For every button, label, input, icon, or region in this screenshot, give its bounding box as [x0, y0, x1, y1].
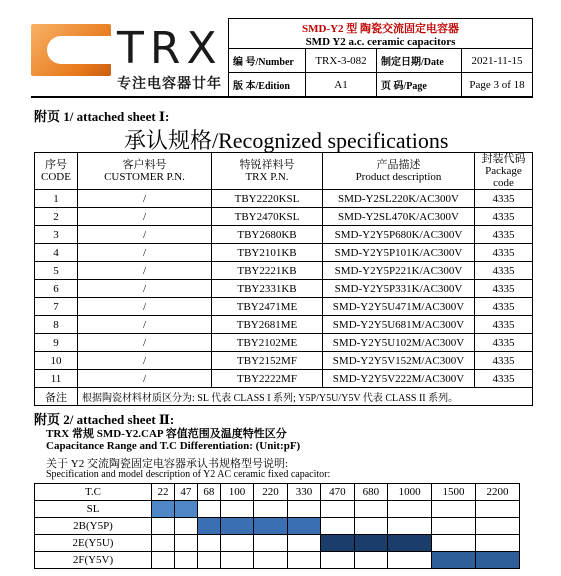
cap-range-empty [197, 552, 220, 569]
sheet2-subtitle-cn: TRX 常规 SMD-Y2.CAP 容值范围及温度特性区分 [46, 428, 287, 440]
cell-description: SMD-Y2Y5P101K/AC300V [323, 244, 475, 262]
number-label: 编 号/Number [229, 49, 306, 73]
edition-value: A1 [306, 73, 377, 97]
table-row [35, 262, 533, 280]
cap-range-empty [354, 518, 387, 535]
cell-customer-pn: / [78, 262, 212, 280]
cap-range-empty [388, 552, 432, 569]
cell-description: SMD-Y2SL470K/AC300V [323, 208, 475, 226]
cell-code: 1 [35, 190, 78, 208]
cap-range-empty [432, 518, 476, 535]
cap-range-empty [152, 552, 175, 569]
date-value: 2021-11-15 [462, 49, 533, 73]
cell-description: SMD-Y2Y5P680K/AC300V [323, 226, 475, 244]
cap-range-empty [354, 501, 387, 518]
cap-range-empty [432, 535, 476, 552]
header-divider [31, 96, 533, 98]
cell-customer-pn: / [78, 298, 212, 316]
col-header-customer-pn: 客户料号 CUSTOMER P.N. [78, 153, 212, 190]
cell-trx-pn: TBY2471ME [212, 298, 323, 316]
cell-description: SMD-Y2Y5V222M/AC300V [323, 370, 475, 388]
cell-description: SMD-Y2Y5P221K/AC300V [323, 262, 475, 280]
cap-row [35, 535, 520, 552]
cap-range-empty [254, 552, 287, 569]
cell-code: 9 [35, 334, 78, 352]
cap-row [35, 501, 520, 518]
cell-trx-pn: TBY2101KB [212, 244, 323, 262]
cell-package: 4335 [475, 226, 533, 244]
cell-code: 10 [35, 352, 78, 370]
cap-value-header: 100 [220, 484, 253, 501]
tc-name: 2E(Y5U) [35, 535, 152, 552]
cell-code: 6 [35, 280, 78, 298]
cell-customer-pn: / [78, 244, 212, 262]
cell-code: 3 [35, 226, 78, 244]
tc-name: 2F(Y5V) [35, 552, 152, 569]
cap-range-empty [220, 552, 253, 569]
cell-code: 2 [35, 208, 78, 226]
col-header-description: 产品描述 Product description [323, 153, 475, 190]
cap-range-empty [254, 501, 287, 518]
header-title-cn: SMD-Y2 型 陶瓷交流固定电容器 [301, 22, 460, 35]
tc-label: T.C [35, 484, 152, 501]
cell-package: 4335 [475, 334, 533, 352]
cell-package: 4335 [475, 208, 533, 226]
col-header-trx-pn: 特锐祥料号 TRX P.N. [212, 153, 323, 190]
document-header-table [228, 18, 533, 97]
cap-value-header: 220 [254, 484, 287, 501]
number-value: TRX-3-082 [306, 49, 377, 73]
cap-row [35, 518, 520, 535]
cap-range-empty [476, 535, 520, 552]
cap-range-fill [432, 552, 476, 569]
cap-value-header: 330 [287, 484, 320, 501]
table-row [35, 334, 533, 352]
cell-code: 8 [35, 316, 78, 334]
cap-range-empty [388, 518, 432, 535]
cell-description: SMD-Y2Y5U102M/AC300V [323, 334, 475, 352]
cell-trx-pn: TBY2470KSL [212, 208, 323, 226]
cell-package: 4335 [475, 370, 533, 388]
cap-range-fill [220, 518, 253, 535]
cell-trx-pn: TBY2222MF [212, 370, 323, 388]
cap-range-empty [321, 518, 354, 535]
cell-package: 4335 [475, 280, 533, 298]
cap-value-header: 470 [321, 484, 354, 501]
cap-range-empty [476, 518, 520, 535]
cap-range-empty [476, 501, 520, 518]
cap-header-row [35, 484, 520, 501]
cell-trx-pn: TBY2680KB [212, 226, 323, 244]
cap-range-empty [254, 535, 287, 552]
cell-trx-pn: TBY2102ME [212, 334, 323, 352]
cap-range-empty [174, 535, 197, 552]
cell-customer-pn: / [78, 352, 212, 370]
cap-range-fill [254, 518, 287, 535]
table-row [35, 226, 533, 244]
tc-name: 2B(Y5P) [35, 518, 152, 535]
cell-package: 4335 [475, 244, 533, 262]
cell-description: SMD-Y2Y5U471M/AC300V [323, 298, 475, 316]
cell-customer-pn: / [78, 334, 212, 352]
cell-package: 4335 [475, 190, 533, 208]
col-header-package: 封装代码 Package code [475, 153, 533, 190]
table-row [35, 298, 533, 316]
capacitance-table [34, 483, 520, 569]
cap-range-empty [287, 535, 320, 552]
cap-value-header: 47 [174, 484, 197, 501]
cap-value-header: 22 [152, 484, 175, 501]
cell-package: 4335 [475, 352, 533, 370]
cap-range-fill [321, 535, 354, 552]
cell-trx-pn: TBY2220KSL [212, 190, 323, 208]
edition-label: 版 本/Edition [229, 73, 306, 97]
table-row [35, 316, 533, 334]
cell-description: SMD-Y2Y5V152M/AC300V [323, 352, 475, 370]
cell-customer-pn: / [78, 370, 212, 388]
table-row [35, 280, 533, 298]
note-label: 备注 [35, 388, 78, 406]
logo-mark-icon [31, 24, 111, 76]
company-logo [31, 22, 228, 96]
logo-slogan: 专注电容器廿年 [117, 76, 222, 92]
cap-range-fill [388, 535, 432, 552]
cell-description: SMD-Y2Y5U681M/AC300V [323, 316, 475, 334]
cap-range-empty [354, 552, 387, 569]
cell-trx-pn: TBY2221KB [212, 262, 323, 280]
cap-range-empty [388, 501, 432, 518]
table-row [35, 352, 533, 370]
header-title-cell [229, 19, 533, 49]
table-row [35, 370, 533, 388]
cap-value-header: 1000 [388, 484, 432, 501]
cap-range-empty [321, 552, 354, 569]
cap-value-header: 1500 [432, 484, 476, 501]
cell-description: SMD-Y2Y5P331K/AC300V [323, 280, 475, 298]
cell-description: SMD-Y2SL220K/AC300V [323, 190, 475, 208]
cap-value-header: 2200 [476, 484, 520, 501]
cap-range-empty [152, 535, 175, 552]
cell-trx-pn: TBY2331KB [212, 280, 323, 298]
sheet2-heading: 附页 2/ attached sheet Ⅱ: [34, 412, 175, 427]
cap-value-header: 68 [197, 484, 220, 501]
cap-range-empty [321, 501, 354, 518]
table-row [35, 208, 533, 226]
table-row [35, 244, 533, 262]
cell-package: 4335 [475, 298, 533, 316]
logo-brand: TRX [117, 23, 223, 74]
cap-range-empty [432, 501, 476, 518]
cap-range-fill [354, 535, 387, 552]
sheet1-heading: 附页 1/ attached sheet Ⅰ: [34, 109, 170, 124]
cap-range-fill [152, 501, 175, 518]
cap-range-empty [174, 552, 197, 569]
page-label: 页 码/Page [377, 73, 462, 97]
cap-range-fill [197, 518, 220, 535]
col-header-code: 序号 CODE [35, 153, 78, 190]
cell-code: 11 [35, 370, 78, 388]
cell-customer-pn: / [78, 316, 212, 334]
cap-range-fill [174, 501, 197, 518]
cell-customer-pn: / [78, 280, 212, 298]
cap-range-empty [220, 501, 253, 518]
cell-package: 4335 [475, 262, 533, 280]
sheet2-desc-cn: 关于 Y2 交流陶瓷固定电容器承认书规格型号说明: [46, 458, 288, 470]
cell-customer-pn: / [78, 190, 212, 208]
table-row [35, 190, 533, 208]
cap-range-empty [174, 518, 197, 535]
page-value: Page 3 of 18 [462, 73, 533, 97]
cell-code: 4 [35, 244, 78, 262]
date-label: 制定日期/Date [377, 49, 462, 73]
tc-name: SL [35, 501, 152, 518]
cell-customer-pn: / [78, 208, 212, 226]
cap-range-fill [476, 552, 520, 569]
note-row [35, 388, 533, 406]
cell-trx-pn: TBY2152MF [212, 352, 323, 370]
cap-range-empty [152, 518, 175, 535]
cap-range-empty [197, 535, 220, 552]
cell-package: 4335 [475, 316, 533, 334]
cap-row [35, 552, 520, 569]
cap-range-empty [220, 535, 253, 552]
cell-customer-pn: / [78, 226, 212, 244]
cap-value-header: 680 [354, 484, 387, 501]
cap-range-empty [197, 501, 220, 518]
cap-range-empty [287, 501, 320, 518]
cap-range-empty [287, 552, 320, 569]
cell-code: 5 [35, 262, 78, 280]
sheet2-desc-en: Specification and model description of Y2 AC ceramic fixed capacitor: [46, 469, 331, 480]
spec-table [34, 152, 533, 406]
sheet2-subtitle-en: Capacitance Range and T.C Differentiation: (Unit:pF) [46, 440, 301, 452]
header-title-en: SMD Y2 a.c. ceramic capacitors [305, 35, 456, 48]
cell-trx-pn: TBY2681ME [212, 316, 323, 334]
sheet1-title: 承认规格/Recognized specifications [124, 128, 449, 153]
note-text: 根据陶瓷材料材质区分为: SL 代表 CLASS I 系列; Y5P/Y5U/Y5V 代表 CLASS II 系列。 [78, 388, 533, 406]
spec-header-row [35, 153, 533, 190]
cap-range-fill [287, 518, 320, 535]
cell-code: 7 [35, 298, 78, 316]
